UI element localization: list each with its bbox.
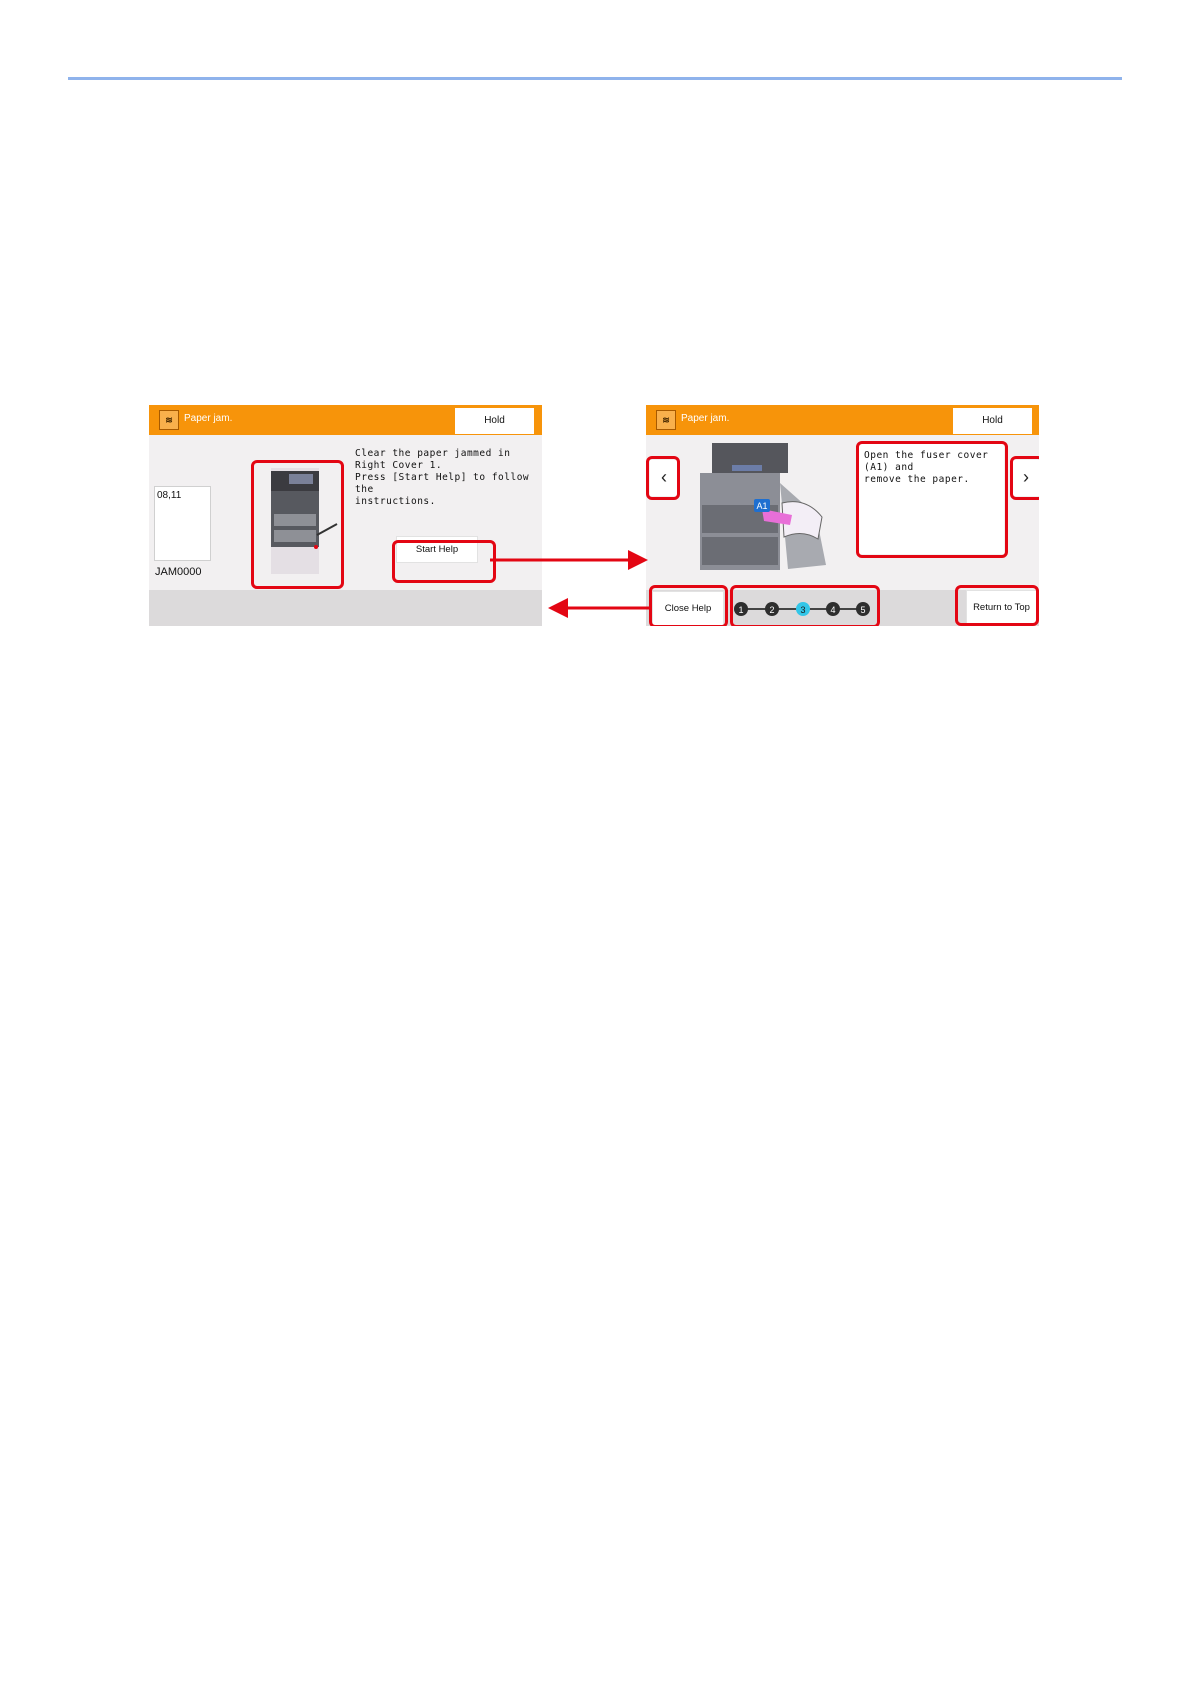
cassette-2 [702,537,778,565]
start-help-arrow-head [628,550,648,570]
close-help-highlight [649,585,728,626]
right-title: Paper jam. [681,413,730,424]
header-rule [68,77,1122,80]
step-4-label: 4 [830,605,836,615]
start-help-arrow [490,548,650,572]
left-titlebar [149,405,542,435]
paper-jam-icon: ≋ [656,410,676,430]
return-to-top-button[interactable]: Return to Top [966,590,1037,626]
left-panel [149,405,542,626]
step-indicator-highlight [730,585,880,626]
step-1-label: 1 [738,605,744,615]
left-hold-button[interactable]: Hold [455,408,534,434]
jam-code: JAM0000 [155,566,202,578]
prev-arrow-button[interactable]: ‹ [650,460,678,496]
right-hold-button[interactable]: Hold [953,408,1032,434]
start-help-button[interactable]: Start Help [396,536,478,563]
next-arrow-button[interactable]: › [1012,460,1039,496]
right-titlebar [646,405,1039,435]
right-panel [646,405,1039,626]
step-2-label: 2 [769,605,775,615]
next-highlight [1010,456,1039,500]
jam-message: Clear the paper jammed in Right Cover 1. Press [Start Help] to follow the instructions. [355,448,530,507]
close-help-arrow [546,596,652,620]
left-title: Paper jam. [184,413,233,424]
close-help-button[interactable]: Close Help [652,591,724,626]
step-3-label: 3 [800,605,806,615]
paper-jam-icon: ≋ [159,410,179,430]
code-value: 08,11 [157,490,182,501]
start-help-highlight [392,540,496,583]
return-to-top-highlight [955,585,1039,626]
code-box [154,486,211,561]
help-message: Open the fuser cover (A1) and remove the paper. [864,450,989,485]
left-bottombar [149,590,542,626]
close-help-arrow-head [548,598,568,618]
prev-highlight [646,456,680,500]
step-5-label: 5 [860,605,866,615]
control-panel [732,465,762,471]
help-message-highlight [856,441,1008,558]
printer-open-illustration [696,443,826,570]
cover-label: A1 [756,501,768,511]
printer-highlight [251,460,344,589]
